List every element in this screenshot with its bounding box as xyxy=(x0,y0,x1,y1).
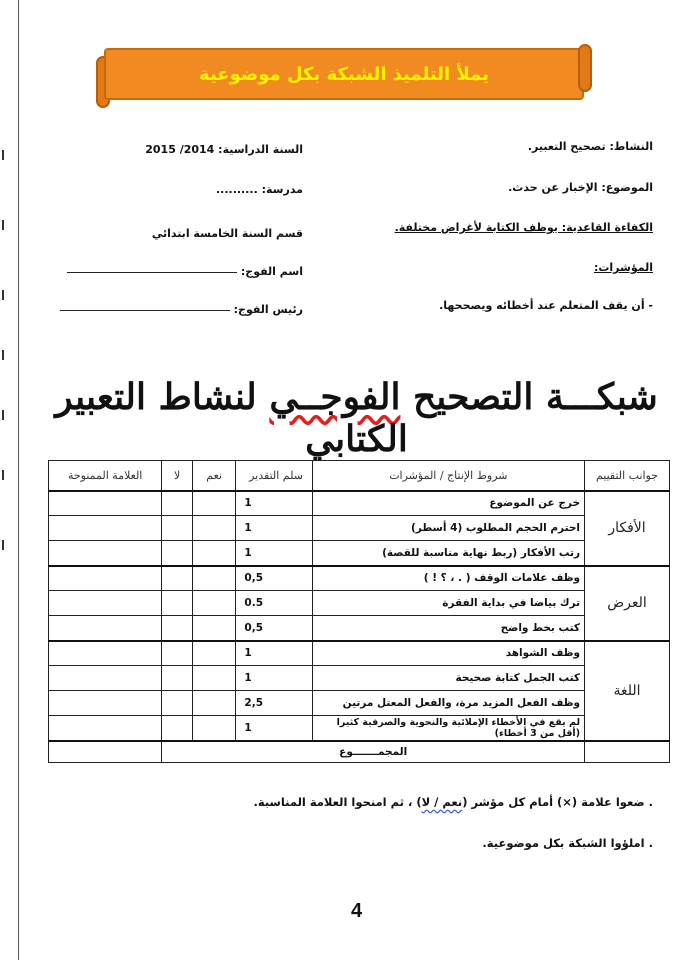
school-line: مدرسة: .......... xyxy=(215,183,303,196)
scale-cell: 1 xyxy=(236,716,312,741)
note1-part-b: ) ، ثم امنحوا العلامة المناسبة. xyxy=(253,795,422,809)
banner-text: يملأ التلميذ الشبكة بكل موضوعية xyxy=(199,63,489,85)
class-line: قسم السنة الخامسة ابتدائي xyxy=(151,227,303,240)
table-row xyxy=(49,566,670,591)
criterion-language: اللغة xyxy=(585,641,670,741)
indicator-cell: احترم الحجم المطلوب (4 أسطر) xyxy=(312,516,584,541)
yes-cell[interactable] xyxy=(192,616,236,641)
total-mark-cell[interactable] xyxy=(49,741,162,763)
no-cell[interactable] xyxy=(162,616,193,641)
header-criteria: جوانب التقييم xyxy=(585,461,670,491)
indicators-label: المؤشرات: xyxy=(593,261,653,274)
indicator-cell: لم يقع في الأخطاء الإملائية والنحوية والصرفية كثيرا (أقل من 3 أخطاء) xyxy=(312,716,584,741)
mark-cell[interactable] xyxy=(49,641,162,666)
yes-cell[interactable] xyxy=(192,566,236,591)
page-title xyxy=(20,376,693,460)
activity-line: النشاط: تصحيح التعبير. xyxy=(527,140,653,153)
mark-cell[interactable] xyxy=(49,666,162,691)
banner-body xyxy=(104,48,584,100)
competence-line: الكفاءة القاعدية: يوظف الكتابة لأغراض مختلفة. xyxy=(394,221,653,234)
total-row xyxy=(49,741,670,763)
no-cell[interactable] xyxy=(162,591,193,616)
title-part3: لنشاط التعبير الكتابي xyxy=(55,376,408,460)
total-label: المجمـــــــوع xyxy=(162,741,585,763)
criterion-presentation: العرض xyxy=(585,566,670,641)
table-row xyxy=(49,516,670,541)
note1-yes-no: نعم / لا xyxy=(421,795,463,809)
yes-cell[interactable] xyxy=(192,541,236,566)
page-number: 4 xyxy=(350,900,363,922)
note1-part-a: . ضعوا علامة (×) أمام كل مؤشر ( xyxy=(462,795,653,809)
title-part1: شبكـــة التصحيح xyxy=(413,376,658,418)
banner-scroll-right xyxy=(578,44,592,92)
school-year-line: السنة الدراسية: 2014/ 2015 xyxy=(145,143,303,156)
scale-cell: 0,5 xyxy=(236,616,312,641)
scale-cell: 1 xyxy=(236,541,312,566)
total-empty-cell xyxy=(585,741,670,763)
indicator-cell: وظف علامات الوقف ( . ، ؟ ! ) xyxy=(312,566,584,591)
group-head-blank xyxy=(60,310,230,311)
table-row xyxy=(49,666,670,691)
no-cell[interactable] xyxy=(162,641,193,666)
table-row xyxy=(49,716,670,741)
instruction-banner xyxy=(94,44,594,112)
no-cell[interactable] xyxy=(162,666,193,691)
indicator-cell: وظف الشواهد xyxy=(312,641,584,666)
scale-cell: 1 xyxy=(236,491,312,516)
table-header-row xyxy=(49,461,670,491)
no-cell[interactable] xyxy=(162,716,193,741)
topic-line: الموضوع: الإخبار عن حدث. xyxy=(508,181,653,194)
yes-cell[interactable] xyxy=(192,516,236,541)
header-indicators: شروط الإنتاج / المؤشرات xyxy=(312,461,584,491)
header-scale: سلم التقدير xyxy=(236,461,312,491)
header-mark: العلامة الممنوحة xyxy=(49,461,162,491)
mark-cell[interactable] xyxy=(49,616,162,641)
mark-cell[interactable] xyxy=(49,541,162,566)
scale-cell: 1 xyxy=(236,666,312,691)
scale-cell: 0,5 xyxy=(236,566,312,591)
mark-cell[interactable] xyxy=(49,516,162,541)
yes-cell[interactable] xyxy=(192,666,236,691)
table-row xyxy=(49,491,670,516)
criterion-ideas: الأفكار xyxy=(585,491,670,566)
mark-cell[interactable] xyxy=(49,491,162,516)
left-margin-rule xyxy=(18,0,19,960)
group-name-label: اسم الفوج: xyxy=(240,265,303,278)
instruction-note-2: . املؤوا الشبكة بكل موضوعية. xyxy=(482,836,653,850)
instruction-note-1 xyxy=(254,795,654,809)
mark-cell[interactable] xyxy=(49,691,162,716)
no-cell[interactable] xyxy=(162,566,193,591)
table-row xyxy=(49,616,670,641)
mark-cell[interactable] xyxy=(49,591,162,616)
group-head-label: رئيس الفوج: xyxy=(233,303,303,316)
worksheet-page xyxy=(20,0,693,960)
table-row xyxy=(49,591,670,616)
correction-grid xyxy=(48,460,670,763)
left-margin-marks xyxy=(0,130,14,590)
yes-cell[interactable] xyxy=(192,641,236,666)
indicator-cell: خرج عن الموضوع xyxy=(312,491,584,516)
yes-cell[interactable] xyxy=(192,491,236,516)
scale-cell: 2,5 xyxy=(236,691,312,716)
indicator-line: - أن يقف المتعلم عند أخطائه ويصححها. xyxy=(439,299,653,312)
indicator-cell: كتب بخط واضح xyxy=(312,616,584,641)
yes-cell[interactable] xyxy=(192,591,236,616)
indicator-cell: كتب الجمل كتابة صحيحة xyxy=(312,666,584,691)
table-row xyxy=(49,541,670,566)
indicator-cell: ترك بياضا في بداية الفقرة xyxy=(312,591,584,616)
indicator-cell: وظف الفعل المزيد مرة، والفعل المعتل مرتين xyxy=(312,691,584,716)
table-row xyxy=(49,691,670,716)
indicator-cell: رتب الأفكار (ربط نهاية مناسبة للقصة) xyxy=(312,541,584,566)
group-name-field xyxy=(67,265,303,278)
header-no: لا xyxy=(162,461,193,491)
scale-cell: 1 xyxy=(236,641,312,666)
yes-cell[interactable] xyxy=(192,716,236,741)
scale-cell: 1 xyxy=(236,516,312,541)
scale-cell: 0.5 xyxy=(236,591,312,616)
no-cell[interactable] xyxy=(162,541,193,566)
mark-cell[interactable] xyxy=(49,566,162,591)
no-cell[interactable] xyxy=(162,491,193,516)
header-yes: نعم xyxy=(192,461,236,491)
mark-cell[interactable] xyxy=(49,716,162,741)
title-part2: الفوجــي xyxy=(269,376,401,418)
group-head-field xyxy=(60,303,303,316)
table-row xyxy=(49,641,670,666)
no-cell[interactable] xyxy=(162,516,193,541)
yes-cell[interactable] xyxy=(192,691,236,716)
no-cell[interactable] xyxy=(162,691,193,716)
group-name-blank xyxy=(67,272,237,273)
